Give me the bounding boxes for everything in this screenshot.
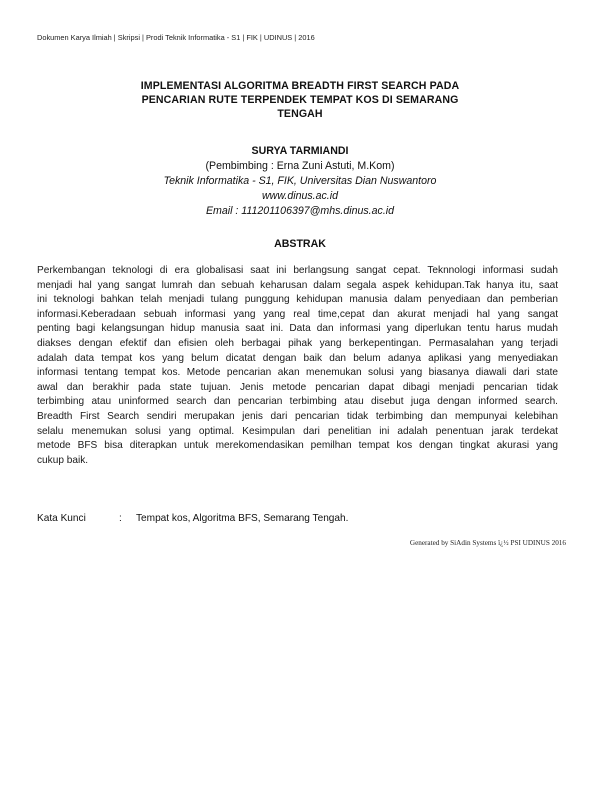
abstract-line: informasi tentang tempat kos. Metode pencarian akan menemukan solusi yang biasanya diawali dari state [37,367,558,379]
abstract-line: informasi.Keberadaan sebuah informasi yang yang real time,cepat dan akurat menjadi hal yang sangat [37,308,558,320]
paper-title [100,79,500,121]
website: www.dinus.ac.id [262,190,338,202]
abstract-line: menjadi hal yang sangat lumrah dan sebuah keharusan dalam segala aspek kehidupan.Tak hanya itu, saat [37,279,558,291]
abstract-line: Breadth First Search sendiri merupakan jenis dari pencarian tidak terbimbing dan mempunyai kelebihan [37,410,558,422]
keywords-value: Tempat kos, Algoritma BFS, Semarang Tengah. [136,513,349,524]
title-line: PENCARIAN RUTE TERPENDEK TEMPAT KOS DI SEMARANG [141,94,459,106]
author-block [100,144,500,219]
supervisor: (Pembimbing : Erna Zuni Astuti, M.Kom) [205,160,395,172]
generated-footer: Generated by SiAdin Systems ï¿½ PSI UDINUS 2016 [409,539,566,547]
keywords-separator: : [119,513,122,524]
author-email: Email : 111201106397@mhs.dinus.ac.id [205,205,395,217]
abstract-heading: ABSTRAK [274,238,326,250]
keywords [37,512,348,526]
abstract-line: cukup baik. [37,454,89,466]
abstract-line: adalah data tempat kos yang belum dicatat dengan baik dan belum adanya aplikasi yang menyediakan [37,352,558,364]
abstract-line: Perkembangan teknologi di era globalisasi saat ini berlangsung sangat cepat. Teknnologi informasi sudah [37,265,558,276]
title-line: TENGAH [277,108,323,120]
abstract-line: diakses dengan efektif dan efisien oleh berbagai pihak yang berkepentingan. Permasalahan yang terjadi [37,337,558,349]
author-name: SURYA TARMIANDI [251,145,349,157]
abstract-line: metode BFS bisa diterapkan untuk merekomendasikan pemilhan tempat kos dengan tingkat akurasi yang [37,440,558,452]
affiliation: Teknik Informatika - S1, FIK, Universitas Dian Nuswantoro [163,175,437,187]
running-header: Dokumen Karya Ilmiah | Skripsi | Prodi Teknik Informatika - S1 | FIK | UDINUS | 2016 [37,33,315,42]
abstract-line: selalu menemukan solusi yang optimal. Kesimpulan dari penelitian ini adalah penentuan jarak terdekat [37,425,558,437]
keywords-label: Kata Kunci [37,513,86,524]
abstract-line: awal dan berakhir pada state tujuan. Jenis metode pencarian dapat dibagi menjadi pencarian tidak [37,381,558,393]
abstract-line: penting bagi kelangsungan hidup manusia saat ini. Data dan informasi yang diperlukan tentu harus mudah [37,323,558,335]
title-line: IMPLEMENTASI ALGORITMA BREADTH FIRST SEARCH PADA [140,80,460,92]
abstract-body [37,264,558,468]
abstract-line: terbimbing atau uninformed search dan pencarian terbimbing atau disebut juga dengan informed search. [37,396,558,408]
abstract-line: ini teknologi bahkan telah menjadi tulang punggung kehidupan manusia dalam penyediaan dan pemberian [37,294,558,306]
